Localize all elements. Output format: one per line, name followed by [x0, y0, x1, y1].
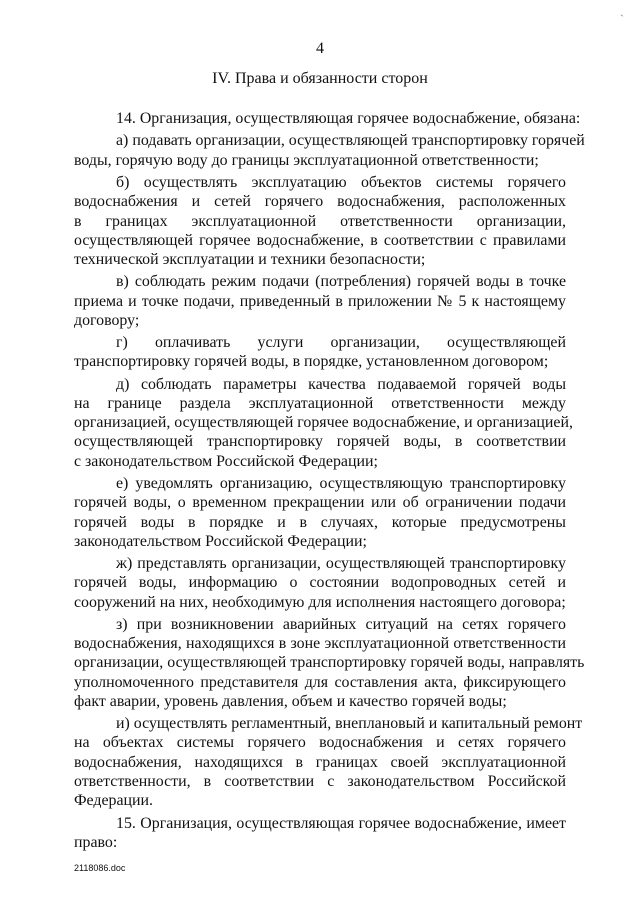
text-line: уполномоченного представителя для составления акта, фиксирующего — [74, 673, 566, 691]
text-line: воды, горячую воду до границы эксплуатационной ответственности; — [74, 151, 539, 169]
text-line: на объектах системы горячего водоснабжения и сетях горячего — [74, 734, 566, 752]
paragraph-pz — [74, 615, 585, 711]
text-line: в границах эксплуатационной ответственности организации, — [74, 212, 566, 230]
text-line: е) уведомлять организацию, осуществляющую транспортировку — [116, 475, 566, 493]
paragraph-pi — [74, 714, 583, 810]
paragraph-pg — [74, 333, 566, 371]
text-line: сооружений на них, необходимую для исполнения настоящего договора; — [74, 593, 566, 611]
text-line: организацией, осуществляющей горячее водоснабжение, и организацией, — [74, 414, 573, 432]
paragraph-p14 — [74, 109, 581, 128]
paragraph-pb — [74, 173, 566, 269]
text-line: горячей воды в порядке и в случаях, которые предусмотрены — [74, 513, 566, 531]
text-line: ответственности, в соответствии с законодательством Российской — [74, 772, 566, 790]
text-line: в) соблюдать режим подачи (потребления) горячей воды в точке — [116, 273, 566, 291]
text-line: на границе раздела эксплуатационной ответственности между — [74, 395, 566, 413]
text-line: осуществляющей транспортировку горячей воды, в соответствии — [74, 433, 566, 451]
text-line: горячей воды, о временном прекращении или об ограничении подачи — [74, 494, 566, 512]
section-heading: IV. Права и обязанности сторон — [212, 70, 428, 87]
text-line: и) осуществлять регламентный, внеплановый и капитальный ремонт — [116, 715, 583, 733]
text-line: факт аварии, уровень давления, объем и качество горячей воды; — [74, 692, 507, 710]
text-line: технической эксплуатации и техники безопасности; — [74, 250, 426, 268]
text-line: законодательством Российской Федерации; — [74, 532, 367, 550]
text-line: горячей воды, информацию о состоянии водопроводных сетей и — [74, 574, 566, 592]
text-line: осуществляющей горячее водоснабжение, в соответствии с правилами — [74, 231, 566, 249]
text-line: организации, осуществляющей транспортировку горячей воды, направлять — [74, 654, 585, 672]
paragraph-pe — [74, 474, 566, 551]
text-line: 14. Организация, осуществляющая горячее водоснабжение, обязана: — [116, 110, 581, 127]
text-line: с законодательством Российской Федерации; — [74, 452, 378, 470]
text-line: водоснабжения, находящихся в зоне эксплуатационной ответственности — [74, 635, 566, 653]
text-line: д) соблюдать параметры качества подаваемой горячей воды — [116, 375, 566, 393]
text-line: 15. Организация, осуществляющая горячее водоснабжение, имеет — [116, 814, 566, 832]
document-body — [74, 109, 585, 852]
text-line: транспортировку горячей воды, в порядке, установленном договором; — [74, 353, 549, 371]
paragraph-p15 — [74, 814, 566, 852]
text-line: Федерации. — [74, 792, 154, 810]
page-number: 4 — [316, 40, 324, 57]
text-line: ж) представлять организации, осуществляющей транспортировку — [116, 555, 566, 573]
paragraph-pzh — [74, 554, 566, 612]
paragraph-pv — [74, 272, 566, 330]
text-line: приема и точке подачи, приведенный в приложении № 5 к настоящему — [74, 292, 566, 310]
text-line: б) осуществлять эксплуатацию объектов системы горячего — [116, 174, 566, 192]
text-line: г) оплачивать услуги организации, осуществляющей — [116, 334, 566, 352]
text-line: а) подавать организации, осуществляющей транспортировку горячей — [116, 132, 585, 150]
corner-mark: ` — [620, 12, 624, 26]
text-line: водоснабжения и сетей горячего водоснабжения, расположенных — [74, 193, 566, 211]
paragraph-pa — [74, 131, 585, 169]
text-line: договору; — [74, 311, 140, 329]
text-line: право: — [74, 833, 118, 851]
text-line: водоснабжения, находящихся в границах своей эксплуатационной — [74, 753, 566, 771]
text-line: з) при возникновении аварийных ситуаций на сетях горячего — [116, 616, 566, 634]
paragraph-pd — [74, 375, 573, 471]
footer-filename: 2118086.doc — [74, 863, 126, 873]
